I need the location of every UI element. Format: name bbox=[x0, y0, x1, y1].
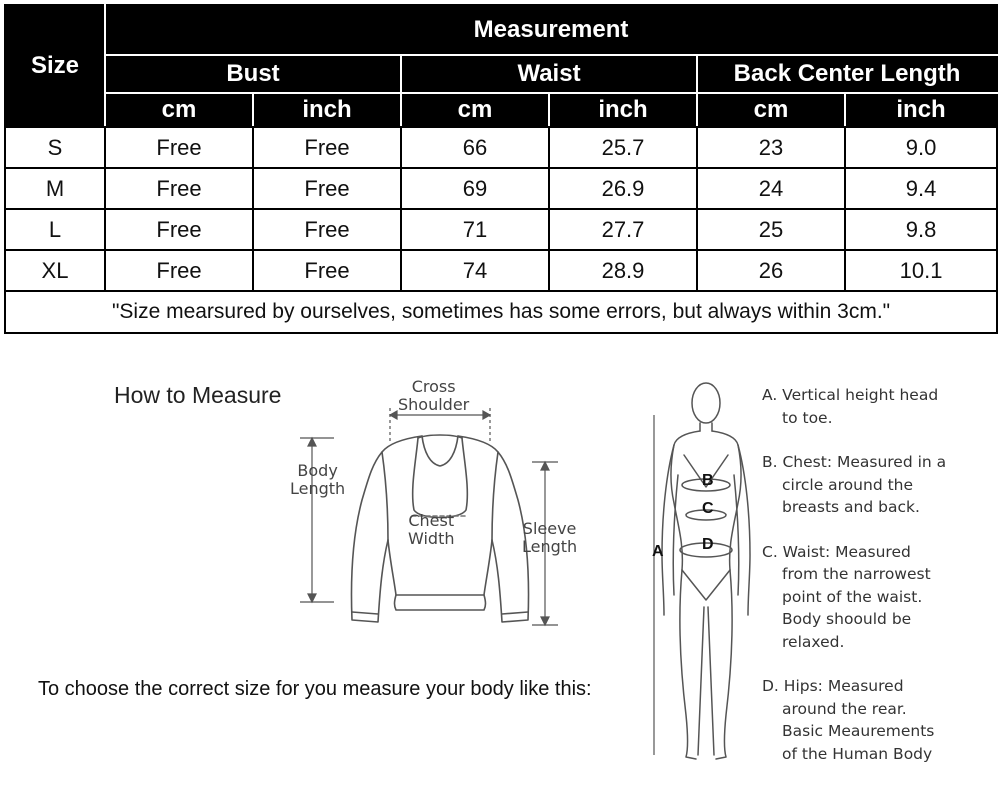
mark-b: B bbox=[702, 472, 714, 489]
table-cell: Free bbox=[253, 250, 401, 291]
waist-header: Waist bbox=[401, 55, 697, 93]
choose-size-text: To choose the correct size for you measure your body like this: bbox=[38, 678, 592, 700]
table-cell: Free bbox=[253, 127, 401, 168]
cross-shoulder-label: Cross Shoulder bbox=[398, 377, 470, 414]
bust-header: Bust bbox=[105, 55, 401, 93]
table-cell: Free bbox=[105, 168, 253, 209]
table-cell: 25.7 bbox=[549, 127, 697, 168]
mark-c: C bbox=[702, 500, 714, 517]
size-cell: S bbox=[5, 127, 105, 168]
table-cell: 25 bbox=[697, 209, 845, 250]
table-cell: 27.7 bbox=[549, 209, 697, 250]
table-row bbox=[5, 127, 997, 168]
table-cell: 74 bbox=[401, 250, 549, 291]
note-row bbox=[5, 291, 997, 333]
unit-header: inch bbox=[549, 93, 697, 127]
mark-a: A bbox=[652, 543, 664, 560]
measurement-note: "Size mearsured by ourselves, sometimes has some errors, but always within 3cm." bbox=[5, 291, 997, 333]
definition-c: C. Waist: Measured from the narrowest point of the waist. Body shoould be relaxed. bbox=[762, 542, 931, 651]
definition-d: D. Hips: Measured around the rear. Basic Meaurements of the Human Body bbox=[762, 677, 935, 763]
unit-header: cm bbox=[401, 93, 549, 127]
size-cell: L bbox=[5, 209, 105, 250]
sleeve-length-label: Sleeve Length bbox=[522, 519, 578, 556]
table-cell: 26.9 bbox=[549, 168, 697, 209]
table-cell: 9.0 bbox=[845, 127, 997, 168]
measurement-definitions bbox=[762, 384, 992, 787]
mark-d: D bbox=[702, 536, 714, 553]
table-cell: 69 bbox=[401, 168, 549, 209]
table-cell: 9.8 bbox=[845, 209, 997, 250]
table-cell: Free bbox=[253, 168, 401, 209]
size-column-header: Size bbox=[5, 5, 105, 127]
definition-a: A. Vertical height head to toe. bbox=[762, 386, 939, 427]
table-cell: Free bbox=[253, 209, 401, 250]
size-cell: M bbox=[5, 168, 105, 209]
unit-header: cm bbox=[697, 93, 845, 127]
how-to-measure-title: How to Measure bbox=[114, 382, 282, 408]
definition-b: B. Chest: Measured in a circle around the breasts and back. bbox=[762, 453, 947, 516]
table-cell: 66 bbox=[401, 127, 549, 168]
table-row bbox=[5, 209, 997, 250]
table-row bbox=[5, 168, 997, 209]
body-length-label: Body Length bbox=[290, 461, 346, 498]
size-chart-table bbox=[4, 4, 998, 334]
table-cell: 26 bbox=[697, 250, 845, 291]
back-center-length-header: Back Center Length bbox=[697, 55, 997, 93]
table-cell: 23 bbox=[697, 127, 845, 168]
table-cell: Free bbox=[105, 127, 253, 168]
size-cell: XL bbox=[5, 250, 105, 291]
measurement-header: Measurement bbox=[105, 5, 997, 55]
table-cell: Free bbox=[105, 209, 253, 250]
unit-header: cm bbox=[105, 93, 253, 127]
unit-header: inch bbox=[845, 93, 997, 127]
table-cell: 28.9 bbox=[549, 250, 697, 291]
sweater-diagram bbox=[290, 377, 590, 640]
table-cell: 9.4 bbox=[845, 168, 997, 209]
table-cell: 71 bbox=[401, 209, 549, 250]
table-cell: Free bbox=[105, 250, 253, 291]
table-row bbox=[5, 250, 997, 291]
table-cell: 10.1 bbox=[845, 250, 997, 291]
body-figure-diagram bbox=[640, 375, 760, 775]
unit-header: inch bbox=[253, 93, 401, 127]
table-cell: 24 bbox=[697, 168, 845, 209]
chest-width-label: Chest Width bbox=[408, 511, 455, 548]
